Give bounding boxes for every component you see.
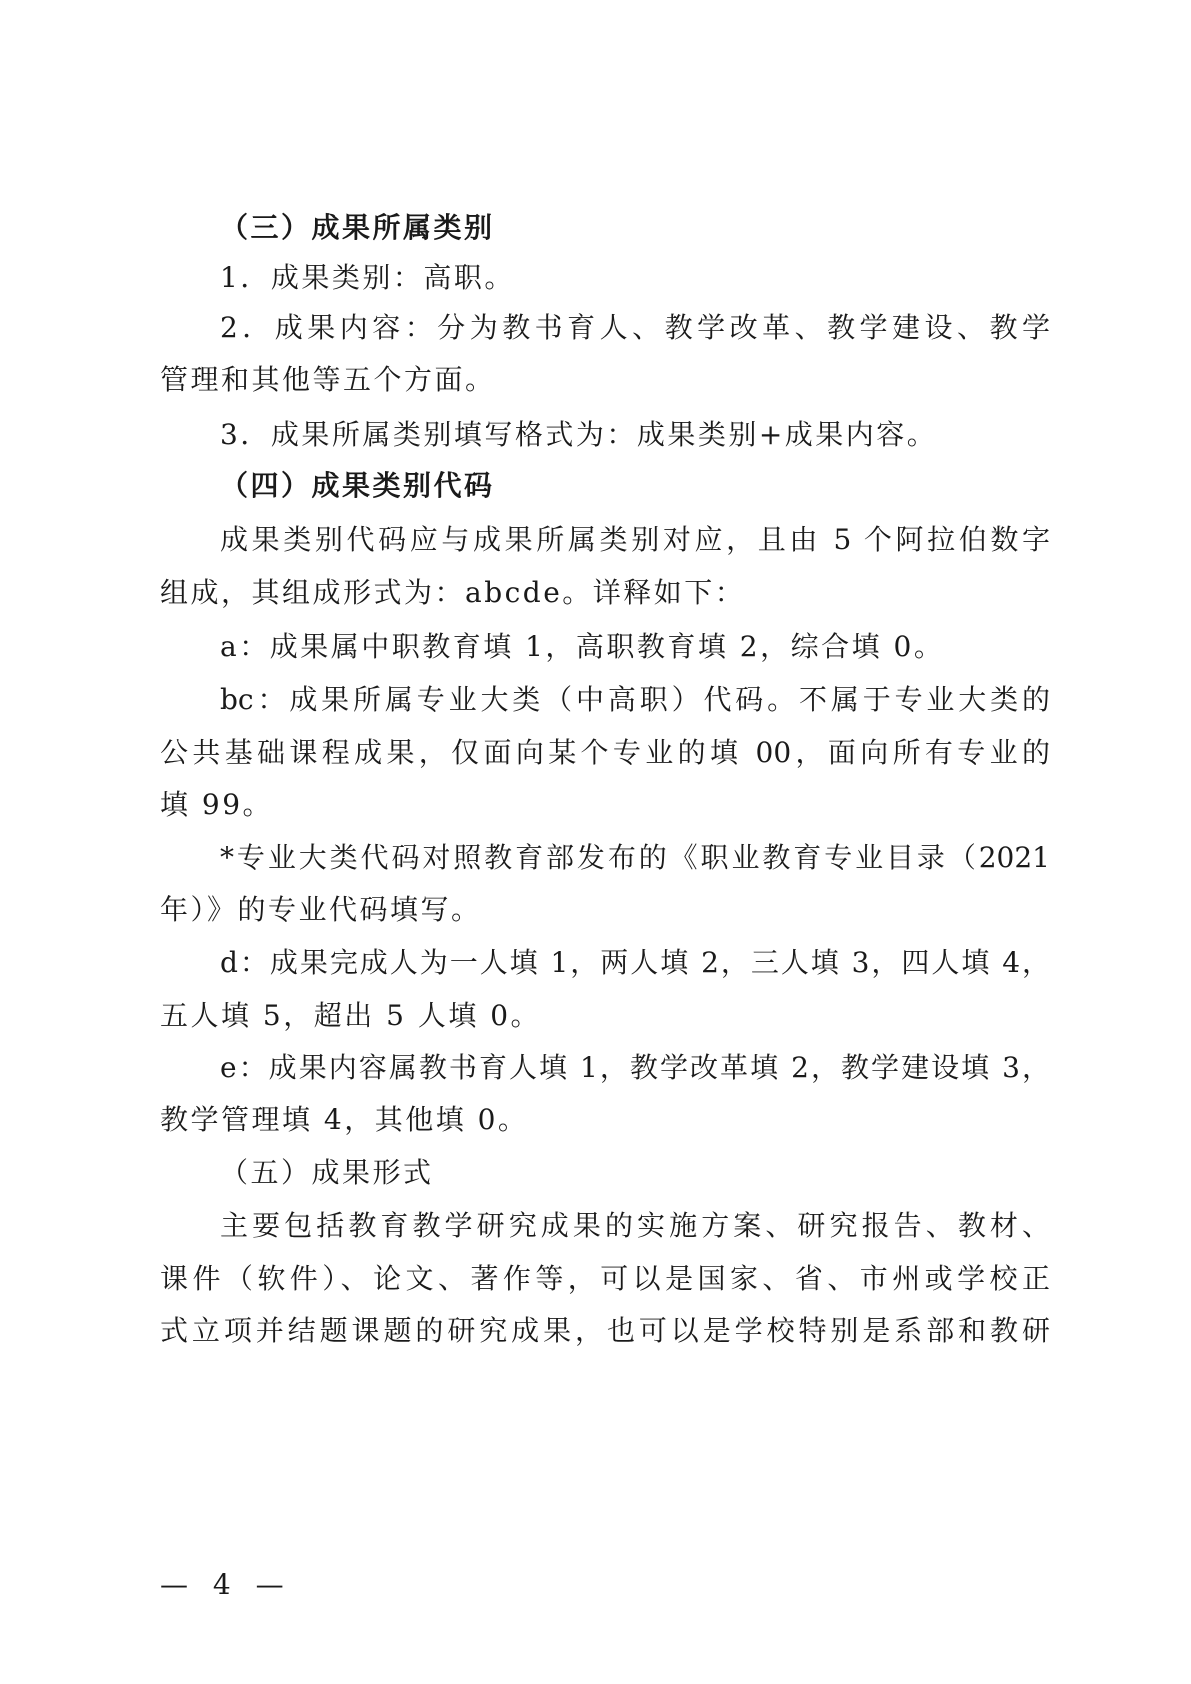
- paragraph-line: 课件（软件）、论文、著作等，可以是国家、省、市州或学校正: [160, 1262, 1050, 1295]
- paragraph-line: a：成果属中职教育填 1，高职教育填 2，综合填 0。: [220, 630, 945, 663]
- paragraph-line: 管理和其他等五个方面。: [160, 363, 496, 396]
- paragraph-line: *专业大类代码对照教育部发布的《职业教育专业目录（2021: [220, 841, 1050, 874]
- section-heading-3: （三）成果所属类别: [220, 211, 495, 244]
- paragraph-line: bc：成果所属专业大类（中高职）代码。不属于专业大类的: [220, 683, 1050, 716]
- paragraph-line: 五人填 5，超出 5 人填 0。: [160, 999, 542, 1032]
- paragraph-line: 1．成果类别：高职。: [220, 261, 515, 294]
- paragraph-line: 组成，其组成形式为：abcde。详释如下：: [160, 576, 746, 609]
- section-heading-4: （四）成果类别代码: [220, 469, 495, 502]
- paragraph-line: 3．成果所属类别填写格式为：成果类别+成果内容。: [220, 418, 938, 451]
- paragraph-line: 填 99。: [160, 788, 274, 821]
- page-number: — 4 —: [160, 1568, 292, 1601]
- paragraph-line: e：成果内容属教书育人填 1，教学改革填 2，教学建设填 3，: [220, 1051, 1050, 1084]
- paragraph-line: 年）》的专业代码填写。: [160, 893, 482, 926]
- paragraph-line: 公共基础课程成果，仅面向某个专业的填 00，面向所有专业的: [160, 736, 1050, 769]
- paragraph-line: 成果类别代码应与成果所属类别对应，且由 5 个阿拉伯数字: [220, 523, 1050, 556]
- paragraph-line: 2．成果内容：分为教书育人、教学改革、教学建设、教学: [220, 311, 1050, 344]
- paragraph-line: 式立项并结题课题的研究成果，也可以是学校特别是系部和教研: [160, 1314, 1050, 1347]
- section-heading-5: （五）成果形式: [220, 1156, 434, 1189]
- paragraph-line: 主要包括教育教学研究成果的实施方案、研究报告、教材、: [220, 1209, 1050, 1242]
- paragraph-line: d：成果完成人为一人填 1，两人填 2，三人填 3，四人填 4，: [220, 946, 1050, 979]
- paragraph-line: 教学管理填 4，其他填 0。: [160, 1103, 529, 1136]
